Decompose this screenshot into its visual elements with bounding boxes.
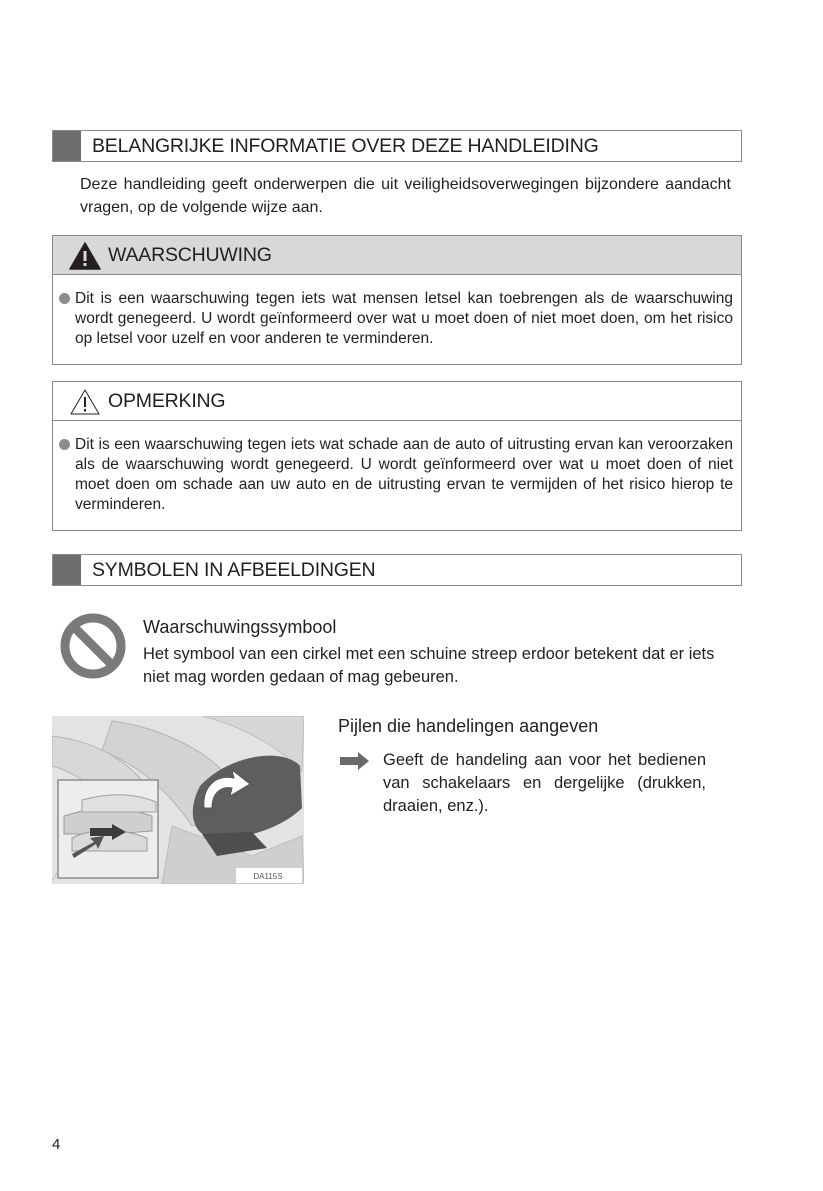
page-number: 4 xyxy=(52,1136,61,1153)
warning-box-body xyxy=(53,275,741,349)
section-header-symbols xyxy=(52,554,742,586)
notice-box-header xyxy=(53,382,741,421)
warning-box xyxy=(52,235,742,365)
armrest-illustration xyxy=(52,716,304,884)
arrows-title: Pijlen die handelingen aangeven xyxy=(338,716,599,736)
notice-box-title: OPMERKING xyxy=(108,390,226,412)
bullet-icon xyxy=(59,439,70,450)
prohibition-icon xyxy=(60,613,126,684)
section-header-important-info xyxy=(52,130,742,162)
warning-box-text: Dit is een waarschuwing tegen iets wat mensen letsel kan toebrengen als de waarschuwing wordt genegeerd. U wordt geïnformeerd over wat u moet doen of niet moet doen, om het risico op letsel voor uzelf en voor anderen te verminderen. xyxy=(75,290,733,347)
warning-box-header xyxy=(53,236,741,275)
warning-triangle-outline-icon xyxy=(69,388,101,421)
prohibition-title: Waarschuwingssymbool xyxy=(143,617,337,637)
bullet-icon xyxy=(59,293,70,304)
intro-paragraph: Deze handleiding geeft onderwerpen die uit veiligheidsoverwegingen bijzondere aandacht vragen, op de volgende wijze aan. xyxy=(80,176,731,216)
arrows-text: Geeft de handeling aan voor het bedienen van schakelaars en dergelijke (drukken, draaien, enz.). xyxy=(383,751,706,815)
section-marker xyxy=(53,131,81,161)
prohibition-text: Het symbool van een cirkel met een schuine streep erdoor betekent dat er iets niet mag worden gedaan of mag gebeuren. xyxy=(143,645,715,686)
warning-box-title: WAARSCHUWING xyxy=(108,244,272,266)
section-marker xyxy=(53,555,81,585)
notice-box xyxy=(52,381,742,531)
notice-box-text: Dit is een waarschuwing tegen iets wat schade aan de auto of uitrusting ervan kan veroorzaken als de waarschuwing wordt genegeerd. U wordt geïnformeerd over wat u moet doen of niet moet doen om schade aan uw auto en de uitrusting ervan te vermijden of het risico hierop te verminderen. xyxy=(75,436,733,513)
section-title: SYMBOLEN IN AFBEELDINGEN xyxy=(92,559,376,581)
image-code-label: DA115S xyxy=(253,872,283,881)
section-title: BELANGRIJKE INFORMATIE OVER DEZE HANDLEIDING xyxy=(92,135,599,157)
notice-box-body xyxy=(53,421,741,515)
action-arrow-icon xyxy=(340,752,370,775)
warning-triangle-filled-icon xyxy=(69,242,101,275)
